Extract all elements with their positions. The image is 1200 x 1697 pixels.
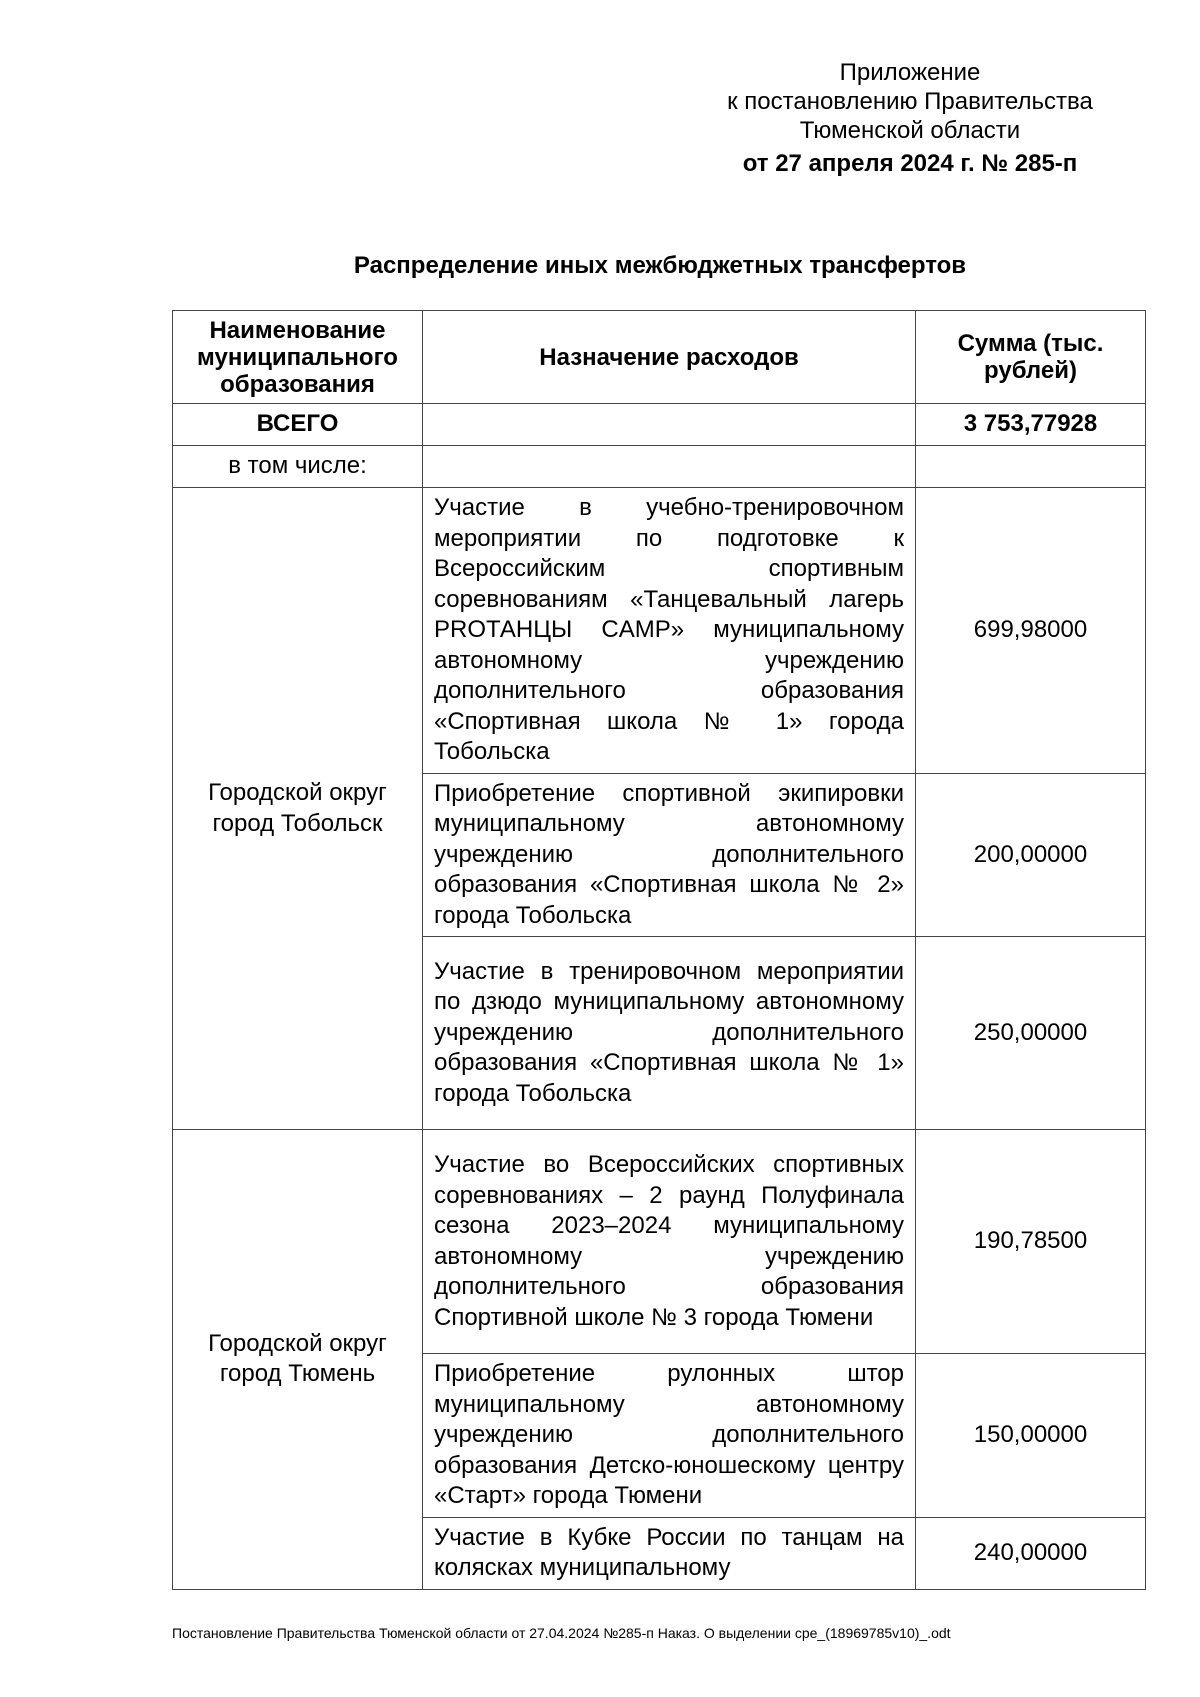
expense-purpose: Приобретение спортивной экипировки муниципальному автономному учреждению дополнительного образования «Спортивная школа № 2» города Тобольска bbox=[423, 773, 916, 937]
expense-sum: 240,00000 bbox=[916, 1517, 1146, 1589]
expense-purpose: Участие в тренировочном мероприятии по дзюдо муниципальному автономному учреждению дополнительного образования «Спортивная школа № 1» города Тобольска bbox=[423, 937, 916, 1130]
transfers-table bbox=[172, 310, 1146, 1590]
appendix-header bbox=[700, 58, 1120, 178]
appendix-date-number: от 27 апреля 2024 г. № 285-п bbox=[742, 150, 1078, 177]
municipality-name-tyumen: Городской округ город Тюмень bbox=[173, 1130, 423, 1590]
expense-purpose: Участие в учебно-тренировочном мероприятии по подготовке к Всероссийским спортивным соревнованиям «Танцевальный лагерь PROТАНЦЫ CAMP» муниципальному автономному учреждению дополнительного образования «Спортивная школа № 1» города Тобольска bbox=[423, 488, 916, 774]
table-row bbox=[173, 488, 1146, 774]
expense-sum: 190,78500 bbox=[916, 1130, 1146, 1354]
appendix-line-3: Тюменской области bbox=[799, 117, 1021, 144]
including-sum bbox=[916, 446, 1146, 488]
document-title: Распределение иных межбюджетных трансфертов bbox=[353, 252, 967, 279]
including-purpose bbox=[423, 446, 916, 488]
municipality-name-tobolsk: Городской округ город Тобольск bbox=[173, 488, 423, 1130]
expense-sum: 699,98000 bbox=[916, 488, 1146, 774]
document-footer: Постановление Правительства Тюменской области от 27.04.2024 №285-п Наказ. О выделении сре_(18969785v10)_.odt bbox=[172, 1625, 951, 1641]
total-purpose bbox=[423, 404, 916, 446]
including-label: в том числе: bbox=[173, 446, 423, 488]
total-sum: 3 753,77928 bbox=[916, 404, 1146, 446]
appendix-line-2: к постановлению Правительства bbox=[727, 88, 1093, 115]
table-header-row bbox=[173, 311, 1146, 404]
including-row bbox=[173, 446, 1146, 488]
expense-sum: 150,00000 bbox=[916, 1354, 1146, 1518]
total-label: ВСЕГО bbox=[173, 404, 423, 446]
expense-purpose: Участие во Всероссийских спортивных соревнованиях – 2 раунд Полуфинала сезона 2023–2024 муниципальному автономному учреждению дополнительного образования Спортивной школе № 3 города Тюмени bbox=[423, 1130, 916, 1354]
expense-sum: 200,00000 bbox=[916, 773, 1146, 937]
column-header-purpose: Назначение расходов bbox=[423, 311, 916, 404]
table-row bbox=[173, 1130, 1146, 1354]
total-row bbox=[173, 404, 1146, 446]
column-header-name: Наименование муниципального образования bbox=[173, 311, 423, 404]
column-header-sum: Сумма (тыс. рублей) bbox=[916, 311, 1146, 404]
expense-purpose: Участие в Кубке России по танцам на колясках муниципальному bbox=[423, 1517, 916, 1589]
expense-sum: 250,00000 bbox=[916, 937, 1146, 1130]
expense-purpose: Приобретение рулонных штор муниципальному автономному учреждению дополнительного образования Детско-юношескому центру «Старт» города Тюмени bbox=[423, 1354, 916, 1518]
appendix-line-1: Приложение bbox=[839, 59, 981, 86]
